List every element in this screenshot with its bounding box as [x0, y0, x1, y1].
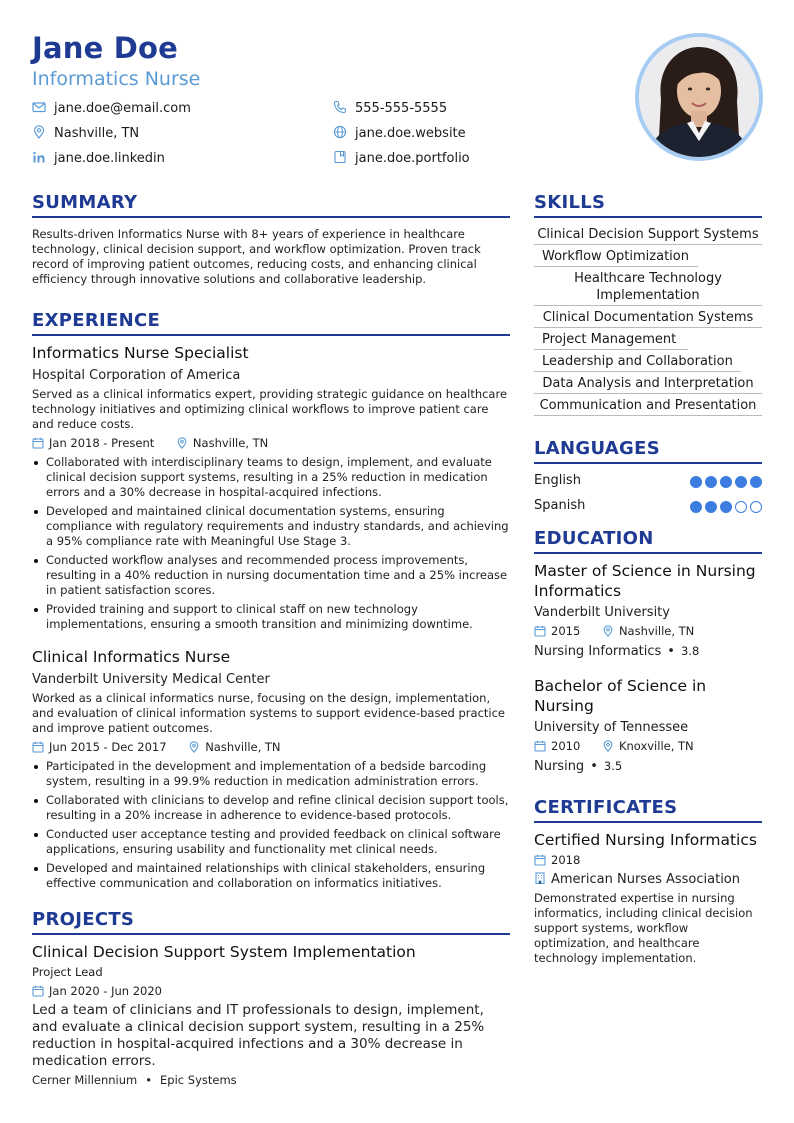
level-dot-filled [705, 501, 717, 513]
location-pin-icon [602, 740, 614, 752]
contact-phone[interactable] [333, 100, 447, 120]
skill-item: Project Management [534, 328, 688, 350]
education-field-line: Nursing Informatics • 3.8 [534, 644, 700, 659]
candidate-name: Jane Doe [32, 31, 179, 65]
skill-item: Clinical Decision Support Systems [534, 223, 762, 245]
experience-item [32, 343, 510, 632]
left-column [32, 192, 510, 1088]
project-role: Project Lead [32, 965, 103, 979]
resume-header [32, 30, 762, 170]
job-bullet: Collaborated with interdisciplinary teams to design, implement, and evaluate clinical decision support systems, resulting in a 25% reduction in medication errors and a 30% decrease in hospital-acquired infections. [32, 455, 510, 500]
education-gpa: 3.5 [603, 759, 623, 773]
job-meta [32, 739, 510, 756]
summary-heading: SUMMARY [32, 192, 510, 218]
project-description: Led a team of clinicians and IT professionals to design, implement, and evaluate a clinical decision support system, resulting in a 25% reduction in hospital-acquired infections and a 30% decrease in medication errors. [32, 1002, 485, 1069]
level-dot-filled [750, 476, 762, 488]
phone-icon [333, 100, 347, 114]
skill-item: Clinical Documentation Systems [534, 306, 762, 328]
project-dates: Jan 2020 - Jun 2020 [49, 984, 163, 998]
certificate-description: Demonstrated expertise in nursing informatics, including clinical decision support systems, workflow optimization, and healthcare technology implementation. [534, 891, 753, 965]
language-level-dots [687, 501, 762, 519]
skill-item: Data Analysis and Interpretation [534, 372, 762, 394]
location-pin-icon [32, 125, 46, 139]
languages-list [534, 472, 762, 522]
job-meta [32, 435, 510, 452]
job-bullets [32, 455, 510, 632]
level-dot-filled [720, 501, 732, 513]
certificate-item [534, 830, 762, 966]
education-field-line: Nursing • 3.5 [534, 759, 623, 774]
globe-icon [333, 125, 347, 139]
email-icon [32, 100, 46, 114]
job-bullet: Participated in the development and implementation of a bedside barcoding system, resulting in a 99.9% reduction in medication administration errors. [32, 759, 510, 789]
contact-location [32, 125, 139, 145]
education-meta [534, 623, 762, 640]
projects-heading: PROJECTS [32, 909, 510, 935]
job-bullet: Developed and maintained relationships with clinical stakeholders, ensuring effective communication and collaboration on informatics initiatives. [32, 861, 510, 891]
calendar-icon [534, 740, 546, 752]
job-company: Vanderbilt University Medical Center [32, 672, 270, 687]
right-column [534, 192, 762, 966]
language-level-dots [687, 476, 762, 494]
calendar-icon [32, 985, 44, 997]
job-dates: Jun 2015 - Dec 2017 [49, 740, 167, 754]
project-name: Clinical Decision Support System Implementation [32, 943, 416, 961]
skill-item: Leadership and Collaboration [534, 350, 741, 372]
profile-photo-frame [635, 33, 763, 161]
education-year: 2015 [551, 624, 581, 638]
contact-linkedin[interactable] [32, 150, 165, 170]
job-description: Served as a clinical informatics expert, providing strategic guidance on healthcare technology initiatives and optimizing clinical workflows to improve patient care and reduce costs. [32, 387, 508, 431]
skills-heading: SKILLS [534, 192, 762, 218]
building-icon [534, 872, 546, 884]
calendar-icon [32, 741, 44, 753]
level-dot-filled [690, 476, 702, 488]
education-gpa: 3.8 [680, 644, 700, 658]
candidate-title: Informatics Nurse [32, 68, 201, 90]
language-name: Spanish [534, 498, 586, 513]
skill-item: Workflow Optimization [534, 245, 698, 267]
website-text: jane.doe.website [355, 126, 466, 141]
experience-item [32, 647, 510, 891]
project-item [32, 942, 510, 1088]
project-tool: Cerner Millennium [32, 1073, 138, 1087]
portfolio-icon [333, 150, 347, 164]
job-location: Nashville, TN [205, 740, 281, 754]
certificate-issuer: American Nurses Association [551, 872, 741, 887]
certificates-heading: CERTIFICATES [534, 797, 762, 823]
skill-item: Healthcare Technology Implementation [534, 267, 762, 306]
certificate-meta [534, 852, 762, 869]
level-dot-filled [720, 476, 732, 488]
job-bullet: Conducted workflow analyses and recommended process improvements, resulting in a 40% reduction in nursing documentation time and a 25% increase in patient satisfaction scores. [32, 553, 510, 598]
education-item [534, 676, 762, 776]
job-bullets [32, 759, 510, 891]
certificate-issuer-line [534, 871, 762, 889]
job-description: Worked as a clinical informatics nurse, focusing on the design, implementation, and evaluation of clinical information systems to support evidence-based practice and improve patient outcomes. [32, 691, 506, 735]
project-tool: Epic Systems [160, 1073, 237, 1087]
location-pin-icon [602, 625, 614, 637]
education-degree: Master of Science in Nursing Informatics [534, 562, 756, 600]
location-text: Nashville, TN [54, 126, 140, 141]
summary-text: Results-driven Informatics Nurse with 8+ years of experience in healthcare technology, clinical decision support, and workflow optimization. Proven track record of improving patient outcomes, reducing costs, and enhancing clinical efficiency through innovative solutions and collaborative leadership. [32, 227, 481, 286]
education-location: Nashville, TN [618, 624, 695, 638]
job-role: Informatics Nurse Specialist [32, 344, 249, 362]
phone-text: 555-555-5555 [355, 101, 448, 116]
education-field: Nursing Informatics [534, 644, 662, 659]
level-dot-filled [735, 476, 747, 488]
job-role: Clinical Informatics Nurse [32, 648, 231, 666]
job-bullet: Conducted user acceptance testing and provided feedback on clinical software applications, ensuring usability and functionality met clinical needs. [32, 827, 510, 857]
job-bullet: Collaborated with clinicians to develop and refine clinical decision support tools, resulting in a 20% increase in adherence to evidence-based protocols. [32, 793, 510, 823]
portrait-image [639, 37, 759, 157]
education-meta [534, 738, 762, 755]
location-pin-icon [188, 741, 200, 753]
education-field: Nursing [534, 759, 585, 774]
education-year: 2010 [551, 739, 581, 753]
education-item [534, 561, 762, 661]
job-dates: Jan 2018 - Present [49, 436, 155, 450]
calendar-icon [534, 625, 546, 637]
contact-website[interactable] [333, 125, 466, 145]
contact-email[interactable] [32, 100, 191, 120]
project-meta [32, 983, 510, 1000]
education-school: Vanderbilt University [534, 605, 670, 620]
calendar-icon [534, 854, 546, 866]
level-dot-empty [735, 501, 747, 513]
language-item [534, 472, 762, 497]
education-degree: Bachelor of Science in Nursing [534, 677, 707, 715]
level-dot-filled [690, 501, 702, 513]
portfolio-text: jane.doe.portfolio [355, 151, 470, 166]
education-heading: EDUCATION [534, 528, 762, 554]
project-tools: Cerner Millennium • Epic Systems [32, 1073, 237, 1087]
linkedin-text: jane.doe.linkedin [54, 151, 165, 166]
experience-heading: EXPERIENCE [32, 310, 510, 336]
language-item [534, 497, 762, 522]
profile-photo [639, 37, 759, 157]
job-location: Nashville, TN [192, 436, 269, 450]
certificate-year: 2018 [551, 853, 581, 867]
level-dot-filled [705, 476, 717, 488]
level-dot-empty [750, 501, 762, 513]
job-company: Hospital Corporation of America [32, 368, 241, 383]
calendar-icon [32, 437, 44, 449]
contact-portfolio[interactable] [333, 150, 470, 170]
location-pin-icon [176, 437, 188, 449]
education-school: University of Tennessee [534, 720, 689, 735]
job-bullet: Provided training and support to clinical staff on new technology implementations, ensuring a smooth transition and minimizing downtime. [32, 602, 510, 632]
skill-item: Communication and Presentation [534, 394, 762, 416]
language-name: English [534, 473, 581, 488]
linkedin-icon [32, 150, 46, 164]
certificate-name: Certified Nursing Informatics [534, 831, 757, 849]
job-bullet: Developed and maintained clinical documentation systems, ensuring compliance with regulatory requirements and industry standards, and achieving a 95% compliance rate with Meaningful Use Stage 3. [32, 504, 510, 549]
skills-list [534, 223, 762, 416]
email-text: jane.doe@email.com [54, 101, 191, 116]
languages-heading: LANGUAGES [534, 438, 762, 464]
education-location: Knoxville, TN [618, 739, 694, 753]
